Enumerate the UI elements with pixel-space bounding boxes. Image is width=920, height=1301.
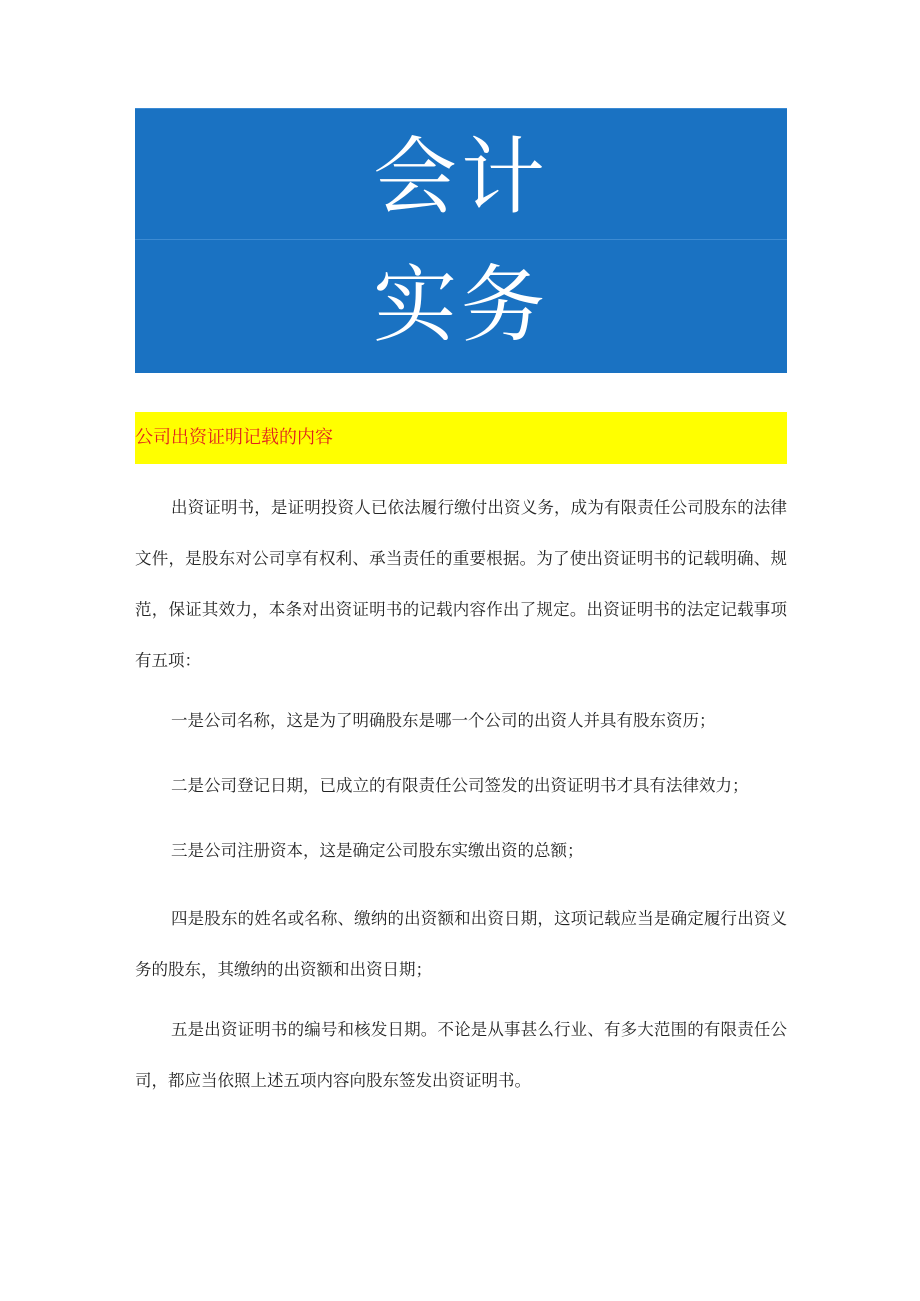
paragraph-item-2: 二是公司登记日期，已成立的有限责任公司签发的出资证明书才具有法律效力； [171,776,749,795]
paragraph-intro: 出资证明书，是证明投资人已依法履行缴付出资义务，成为有限责任公司股东的法律文件，是股东对公司享有权利、承当责任的重要根据。为了使出资证明书的记载明确、规范，保证其效力，本条对出资证明书的记载内容作出了规定。出资证明书的法定记载事项有五项： [135,498,787,670]
paragraph-item-3: 三是公司注册资本，这是确定公司股东实缴出资的总额； [171,841,584,860]
section-heading: 公司出资证明记载的内容 [135,412,787,464]
paragraph-item-5: 五是出资证明书的编号和核发日期。不论是从事甚么行业、有多大范围的有限责任公司，都应当依照上述五项内容向股东签发出资证明书。 [135,1020,787,1090]
paragraph-item-4: 四是股东的姓名或名称、缴纳的出资额和出资日期，这项记载应当是确定履行出资义务的股东，其缴纳的出资额和出资日期； [135,909,787,979]
banner-divider [135,239,787,240]
paragraph-item-1: 一是公司名称，这是为了明确股东是哪一个公司的出资人并具有股东资历； [171,711,716,730]
banner-title-line-1: 会计 [372,128,549,226]
banner-title-line-2: 实务 [372,256,549,354]
title-banner [135,108,787,373]
